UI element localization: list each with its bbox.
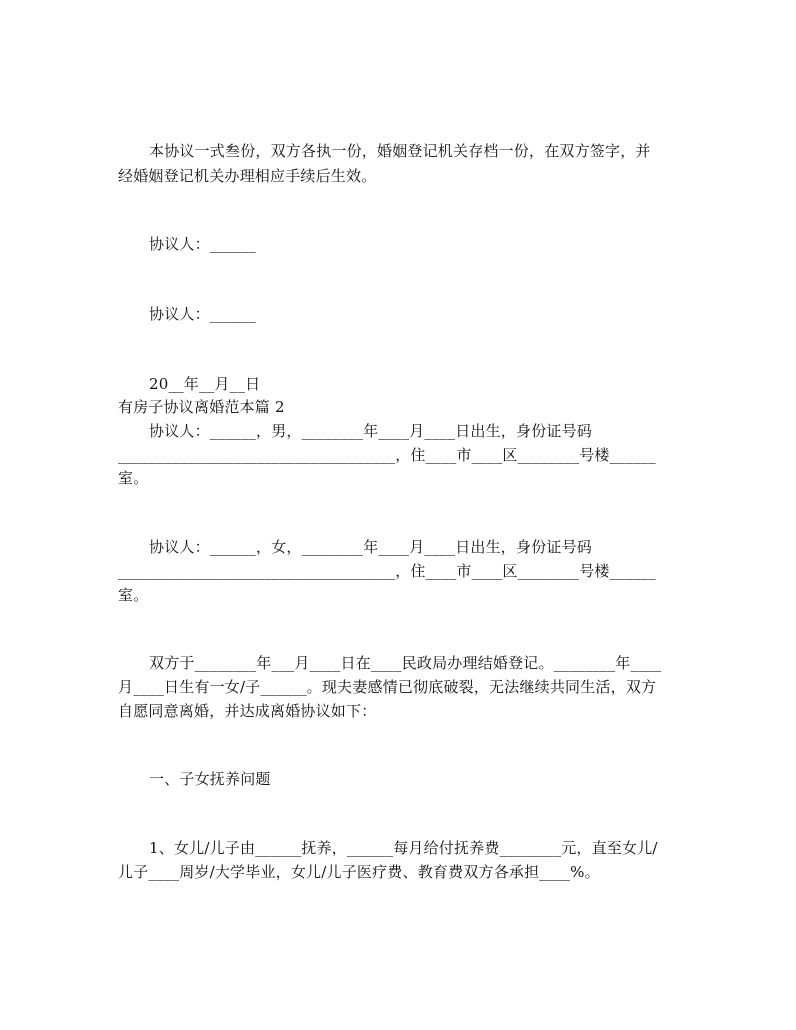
custody-clause-line-2: 儿子____周岁/大学毕业，女儿/儿子医疗费、教育费双方各承担____%。 — [118, 863, 600, 881]
marriage-paragraph-line-1: 双方于________年___月____日在____民政局办理结婚登记。________年____ — [149, 654, 662, 672]
paragraph-copies-line-1: 本协议一式叁份，双方各执一份，婚姻登记机关存档一份，在双方签字，并 — [149, 142, 651, 160]
marriage-paragraph-line-3: 自愿同意离婚，并达成离婚协议如下： — [118, 702, 377, 720]
paragraph-copies-line-2: 经婚姻登记机关办理相应手续后生效。 — [118, 167, 377, 185]
party-female-line-2: ____________________________________，住____市____区________号楼______ — [118, 562, 656, 580]
marriage-paragraph-line-2: 月____日生有一女/子______。现夫妻感情已彻底破裂，无法继续共同生活，双方 — [118, 678, 657, 696]
party-male-line-2: ____________________________________，住____市____区________号楼______ — [118, 446, 656, 464]
party-female-line-1: 协议人：______，女，________年____月____日出生，身份证号码 — [149, 538, 593, 556]
section-title: 有房子协议离婚范本篇 2 — [118, 398, 285, 416]
date-line: 20__年__月__日 — [149, 375, 261, 393]
signatory-line-1: 协议人：______ — [149, 235, 257, 253]
custody-clause-line-1: 1、女儿/儿子由______抚养，______每月给付抚养费________元，直至女儿/ — [149, 839, 658, 857]
party-female-line-3: 室。 — [118, 586, 149, 604]
party-male-line-1: 协议人：______，男，________年____月____日出生，身份证号码 — [149, 422, 593, 440]
party-male-line-3: 室。 — [118, 469, 149, 487]
heading-child-custody: 一、子女抚养问题 — [149, 770, 271, 788]
signatory-line-2: 协议人：______ — [149, 305, 257, 323]
